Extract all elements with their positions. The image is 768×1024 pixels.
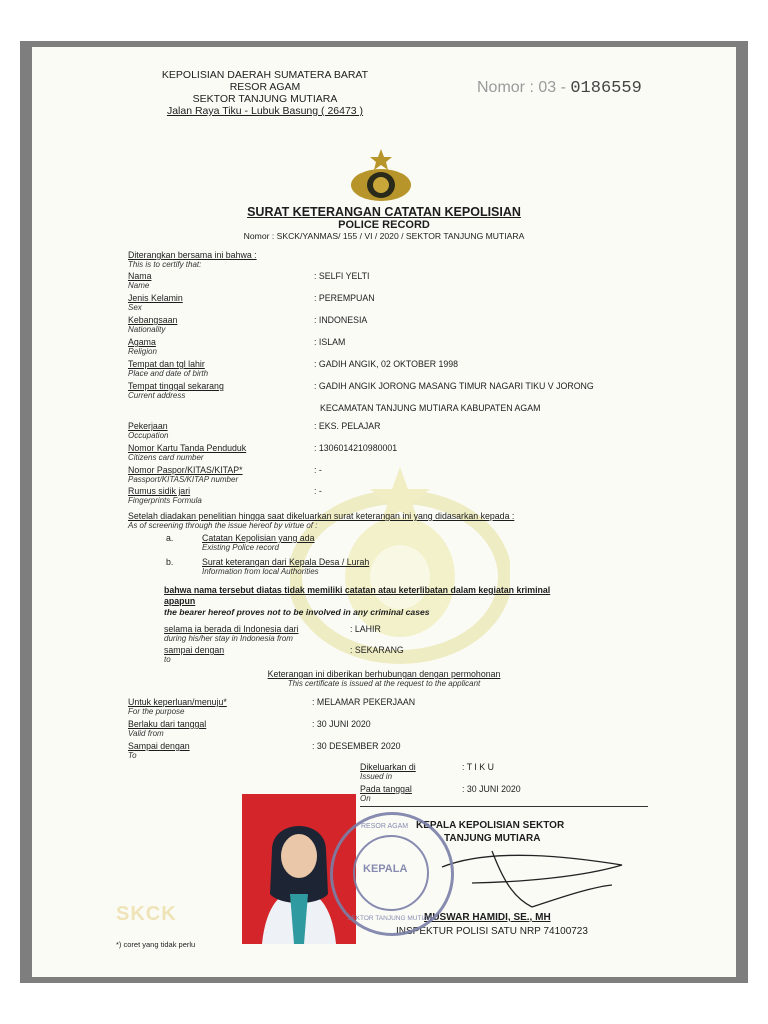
issued-in-label: Dikeluarkan di [360,762,416,772]
request-english: This certificate is issued at the request to the applicant [287,679,481,688]
request-label: Keterangan ini diberikan berhubungan dengan permohonan [267,669,501,679]
screening-label: Setelah diadakan penelitian hingga saat dikeluarkan surat keterangan ini yang didasarkan kepada : [128,511,515,521]
field-birth-value: : GADIH ANGIK, 02 OKTOBER 1998 [314,359,459,369]
field-religion-value: : ISLAM [314,337,346,347]
document-title: SURAT KETERANGAN CATATAN KEPOLISIAN [247,205,521,219]
field-birth-english: Place and date of birth [128,369,209,378]
screening-item-b-english: Information from local Authorities [202,567,319,576]
field-occupation-english: Occupation [128,431,169,440]
signature-title-line2: TANJUNG MUTIARA [444,833,541,844]
intro-label: Diterangkan bersama ini bahwa : [128,250,257,260]
header-line2: RESOR AGAM [229,81,301,93]
screening-english: As of screening through the issue hereof by virtue of : [128,521,318,530]
serial-label: Nomor : 03 - [477,79,571,96]
stamp-top-text: RESOR AGAM [361,823,409,830]
field-occupation-value: : EKS. PELAJAR [314,421,381,431]
signature-rank: INSPEKTUR POLISI SATU NRP 74100723 [396,926,588,937]
field-id-card-label: Nomor Kartu Tanda Penduduk [128,443,247,453]
field-name-english: Name [128,281,150,290]
valid-from-english: Valid from [128,729,164,738]
field-passport-value: : - [314,465,322,475]
issued-on-english: On [360,794,371,803]
field-address-english: Current address [128,391,186,400]
field-name-value: : SELFI YELTI [314,271,370,281]
header-line3: SEKTOR TANJUNG MUTIARA [192,93,338,105]
field-address-label: Tempat tinggal sekarang [128,381,224,391]
stamp-center-text: KEPALA [363,863,408,875]
signature-name: MUSWAR HAMIDI, SE., MH [424,912,551,923]
purpose-label: Untuk keperluan/menuju* [128,697,227,707]
field-birth-label: Tempat dan tgl lahir [128,359,205,369]
stay-from-label: selama ia berada di Indonesia dari [164,624,299,634]
screening-item-a-label: Catatan Kepolisian yang ada [202,533,315,543]
field-nationality-english: Nationality [128,325,166,334]
valid-to-english: To [128,751,137,760]
field-occupation-label: Pekerjaan [128,421,168,431]
statement-line1: bahwa nama tersebut diatas tidak memiliki catatan atau keterlibatan dalam kegiatan kriminal [164,585,551,595]
stay-to-value: : SEKARANG [350,645,404,655]
field-sex-label: Jenis Kelamin [128,293,183,303]
screening-item-a-letter: a. [166,533,174,543]
signature-scribble-icon [432,837,632,917]
issued-on-value: : 30 JUNI 2020 [462,784,521,794]
footnote: *) coret yang tidak perlu [116,940,196,949]
field-religion-label: Agama [128,337,156,347]
stamp-bottom-text: SEKTOR TANJUNG MUTIARA [347,915,437,922]
valid-to-label: Sampai dengan [128,741,190,751]
stay-from-value: : LAHIR [350,624,381,634]
police-emblem-icon [348,147,414,205]
header-line1: KEPOLISIAN DAERAH SUMATERA BARAT [161,69,369,81]
serial-number [477,79,642,98]
field-passport-label: Nomor Paspor/KITAS/KITAP* [128,465,243,475]
field-id-card-english: Citizens card number [128,453,204,462]
field-nationality-label: Kebangsaan [128,315,178,325]
header-address: Jalan Raya Tiku - Lubuk Basung ( 26473 ) [166,105,364,117]
screening-item-b-letter: b. [166,557,174,567]
intro-english: This is to certify that: [128,260,202,269]
stay-from-english: during his/her stay in Indonesia from [164,634,293,643]
field-address-value-line2: KECAMATAN TANJUNG MUTIARA KABUPATEN AGAM [320,403,541,413]
valid-from-value: : 30 JUNI 2020 [312,719,371,729]
field-passport-english: Passport/KITAS/KITAP number [128,475,239,484]
field-fingerprint-english: Fingerprints Formula [128,496,202,505]
screening-item-b-label: Surat keterangan dari Kepala Desa / Lurah [202,557,370,567]
purpose-value: : MELAMAR PEKERJAAN [312,697,416,707]
document-title-english: POLICE RECORD [338,219,430,231]
field-address-value: : GADIH ANGIK JORONG MASANG TIMUR NAGARI TIKU V JORONG [314,381,594,391]
issued-divider [360,806,648,807]
screening-item-a-english: Existing Police record [202,543,279,552]
valid-to-value: : 30 DESEMBER 2020 [312,741,401,751]
field-sex-english: Sex [128,303,142,312]
signature-title-line1: KEPALA KEPOLISIAN SEKTOR [416,820,565,831]
official-stamp [330,812,454,936]
stay-to-label: sampai dengan [164,645,225,655]
document-number: Nomor : SKCK/YANMAS/ 155 / VI / 2020 / SEKTOR TANJUNG MUTIARA [243,231,525,241]
statement-line2: apapun [164,596,196,606]
field-sex-value: : PEREMPUAN [314,293,375,303]
field-id-card-value: : 1306014210980001 [314,443,398,453]
serial-value: 0186559 [570,79,642,98]
statement-english: the bearer hereof proves not to be involved in any criminal cases [164,607,430,617]
field-nationality-value: : INDONESIA [314,315,368,325]
issued-in-value: : T I K U [462,762,494,772]
field-name-label: Nama [128,271,152,281]
field-fingerprint-value: : - [314,486,322,496]
field-religion-english: Religion [128,347,157,356]
watermark-emblem-icon [290,467,510,667]
purpose-english: For the purpose [128,707,185,716]
watermark-text: SKCK [116,903,177,925]
issued-in-english: Issued in [360,772,393,781]
field-fingerprint-label: Rumus sidik jari [128,486,191,496]
stay-to-english: to [164,655,171,664]
valid-from-label: Berlaku dari tanggal [128,719,207,729]
issued-on-label: Pada tanggal [360,784,412,794]
